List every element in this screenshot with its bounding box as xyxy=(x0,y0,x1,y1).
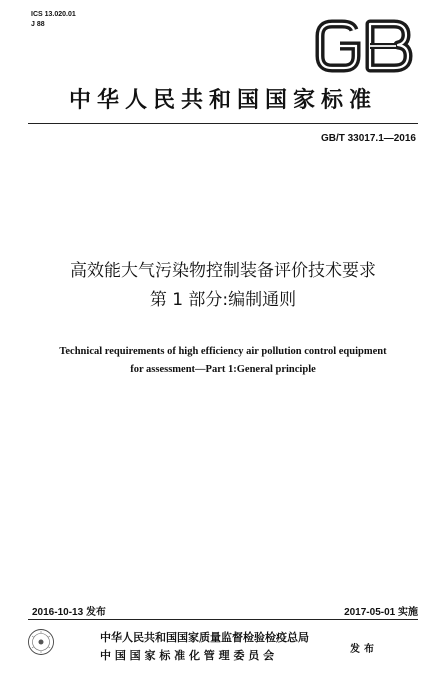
issuer-line2: 中 国 国 家 标 准 化 管 理 委 员 会 xyxy=(100,649,275,662)
gb-logo xyxy=(314,18,414,74)
title-cn-line1: 高效能大气污染物控制装备评价技术要求 xyxy=(70,261,376,281)
issuer-line1: 中华人民共和国国家质量监督检验检疫总局 xyxy=(100,631,309,644)
issue-date-value: 2016-10-13 xyxy=(32,607,84,618)
implement-date-label: 实施 xyxy=(398,607,418,618)
implement-date xyxy=(344,603,418,618)
ccs-code: J 88 xyxy=(31,21,45,28)
title-en-line1: Technical requirements of high efficiency air pollution control equipment xyxy=(59,346,387,357)
standard-type-title: 中华人民共和国国家标准 xyxy=(68,88,377,113)
seal-stamp-icon xyxy=(27,628,55,656)
footer-divider xyxy=(28,619,418,620)
title-cn-line2: 第 1 部分:编制通则 xyxy=(149,290,297,310)
issue-date-label: 发布 xyxy=(85,607,106,618)
implement-date-value: 2017-05-01 xyxy=(344,607,396,618)
header-divider xyxy=(28,123,418,124)
logo-letter-g xyxy=(320,24,356,68)
standard-number: GB/T 33017.1—2016 xyxy=(320,133,416,144)
ics-code: ICS 13.020.01 xyxy=(31,11,76,18)
logo-letter-b xyxy=(370,24,408,68)
issue-date xyxy=(32,603,106,618)
classification-codes xyxy=(31,10,76,30)
issuer-action: 发布 xyxy=(350,644,378,655)
title-en-line2: for assessment—Part 1:General principle xyxy=(130,364,316,375)
